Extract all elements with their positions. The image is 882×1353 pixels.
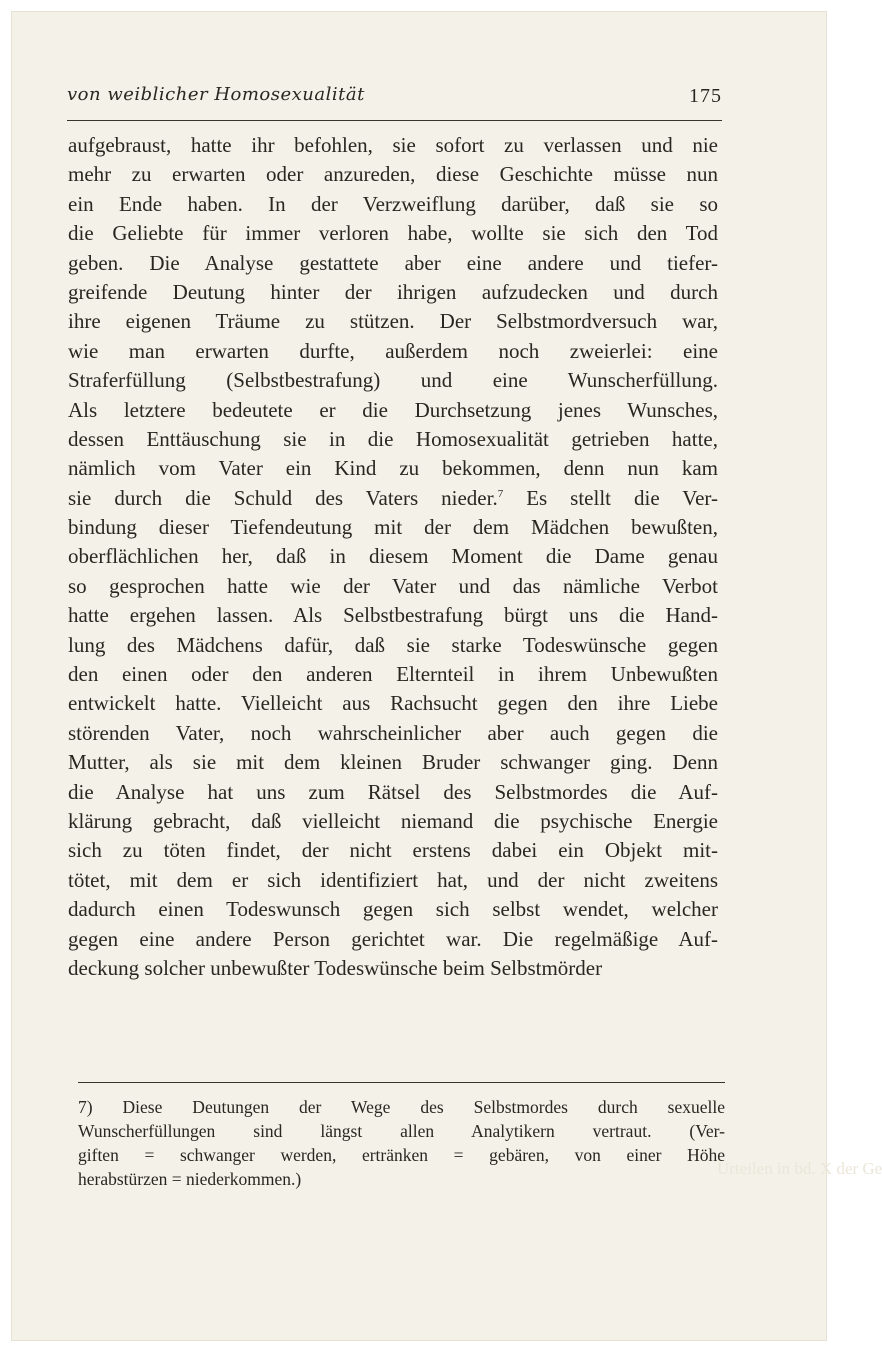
book-page [12,12,882,1340]
footnote-rule [78,1082,725,1083]
body-line: mehr zu erwarten oder anzureden, diese Geschichte müsse nun [68,162,718,187]
body-line: hatte ergehen lassen. Als Selbstbestrafung bürgt uns die Hand- [68,603,718,628]
body-line: greifende Deutung hinter der ihrigen aufzudecken und durch [68,279,718,304]
body-line-with-footnote [68,484,718,513]
body-line-end: Es stellt die Ver- [503,485,718,510]
header-rule [67,120,722,121]
body-line: störenden Vater, noch wahrscheinlicher aber auch gegen die [68,720,718,745]
footnote [78,1095,725,1191]
body-line: Als letztere bedeutete er die Durchsetzung jenes Wunsches, [68,397,718,422]
running-title: von weiblicher Homosexualität [67,84,365,105]
footnote-line: herabstürzen = niederkommen.) [78,1169,302,1189]
body-line: Mutter, als sie mit dem kleinen Bruder schwanger ging. Denn [68,750,718,775]
body-line: dessen Enttäuschung sie in die Homosexualität getrieben hatte, [68,426,718,451]
footnote-line: Wunscherfüllungen sind längst allen Analytikern vertraut. (Ver- [78,1121,725,1141]
body-line: entwickelt hatte. Vielleicht aus Rachsucht gegen den ihre Liebe [68,691,718,716]
body-line: oberflächlichen her, daß in diesem Moment die Dame genau [68,544,718,569]
body-line: Straferfüllung (Selbstbestrafung) und eine Wunscherfüllung. [68,368,718,393]
footnote-line: 7) Diese Deutungen der Wege des Selbstmordes durch sexuelle [78,1097,725,1117]
body-line: gegen eine andere Person gerichtet war. Die regelmäßige Auf- [68,926,718,951]
body-line: ihre eigenen Träume zu stützen. Der Selbstmordversuch war, [68,309,718,334]
show-through-text: Urteilen in bd. X der Ge [717,1159,882,1178]
page-number: 175 [689,85,722,107]
body-line: wie man erwarten durfte, außerdem noch zweierlei: eine [68,338,718,363]
footnote-reference[interactable]: 7 [497,487,504,500]
page-header [67,80,722,110]
footnote-line: giften = schwanger werden, ertränken = gebären, von einer Höhe [78,1145,725,1165]
body-line: sich zu töten findet, der nicht erstens dabei ein Objekt mit- [68,838,718,863]
body-line: nämlich vom Vater ein Kind zu bekommen, denn nun kam [68,456,718,481]
body-line: so gesprochen hatte wie der Vater und das nämliche Verbot [68,573,718,598]
body-line: aufgebraust, hatte ihr befohlen, sie sofort zu verlassen und nie [68,133,718,157]
body-line: klärung gebracht, daß vielleicht niemand die psychische Energie [68,808,718,833]
body-line: ein Ende haben. In der Verzweiflung darüber, daß sie so [68,191,718,216]
body-line: die Analyse hat uns zum Rätsel des Selbstmordes die Auf- [68,779,718,804]
body-line: dadurch einen Todeswunsch gegen sich selbst wendet, welcher [68,897,718,922]
body-line: lung des Mädchens dafür, daß sie starke Todeswünsche gegen [68,632,718,657]
body-line: die Geliebte für immer verloren habe, wollte sie sich den Tod [68,221,718,246]
body-line: tötet, mit dem er sich identifiziert hat, und der nicht zweitens [68,867,718,892]
body-line: geben. Die Analyse gestattete aber eine andere und tiefer- [68,250,718,275]
body-line-start: sie durch die Schuld des Vaters nieder. [68,485,498,510]
body-line: bindung dieser Tiefendeutung mit der dem Mädchen bewußten, [68,515,718,540]
body-line: den einen oder den anderen Elternteil in ihrem Unbewußten [68,662,718,687]
body-text [68,131,718,983]
body-line: deckung solcher unbewußter Todeswünsche beim Selbstmörder [68,955,603,980]
